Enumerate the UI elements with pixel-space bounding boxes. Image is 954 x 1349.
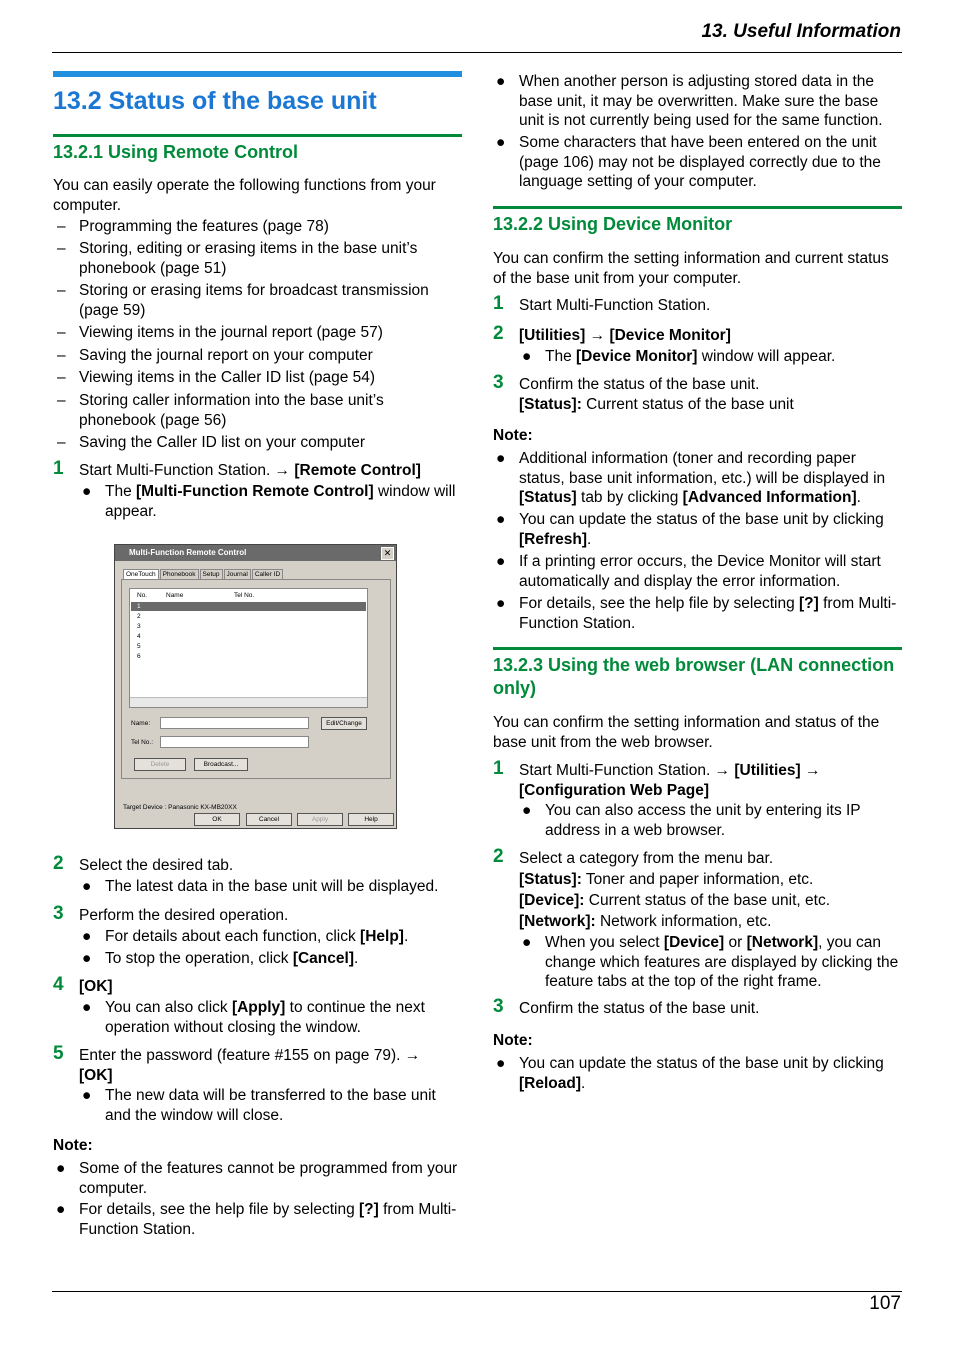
list-item: – Storing caller information into the base unit’s phonebook (page 56) [53, 391, 462, 430]
bullet-bold: [Apply] [231, 999, 286, 1016]
top-bullet: ● Some characters that have been entered on the unit (page 106) may not be displayed correctly due to the language setting of your computer. [496, 134, 881, 191]
help-button[interactable]: Help [348, 813, 394, 826]
step-2-bullet: ● The [Device Monitor] window will appear. [522, 348, 836, 365]
step-bold: [Utilities] [519, 327, 586, 344]
name-field[interactable] [160, 717, 309, 729]
step-number: 3 [53, 903, 64, 924]
step-3 [493, 996, 902, 1019]
remote-control-dialog [114, 544, 397, 829]
step-text: Enter the password (feature #155 on page 79). → [79, 1047, 421, 1064]
step-text: Perform the desired operation. [79, 907, 289, 924]
list-item: – Saving the journal report on your computer [53, 346, 462, 366]
list-item: – Viewing items in the Caller ID list (page 54) [53, 368, 462, 388]
cancel-button[interactable]: Cancel [246, 813, 292, 826]
note-bullet: ● For details, see the help file by selecting [?] from Multi-Function Station. [496, 595, 897, 632]
step-text: Start Multi-Function Station. → [79, 462, 295, 479]
step-number: 3 [493, 996, 504, 1017]
step-5 [53, 1043, 462, 1085]
bullet-bold: [Device] [663, 934, 725, 951]
step-number: 1 [493, 293, 504, 314]
running-header: 13. Useful Information [701, 21, 901, 42]
step-text: Select the desired tab. [79, 857, 234, 874]
note-label: Note: [53, 1137, 93, 1154]
step-3 [493, 372, 902, 414]
selected-row[interactable] [131, 602, 366, 611]
intro-text: You can confirm the setting information and current status of the base unit from your computer. [493, 250, 889, 287]
bullet-text: window will appear. [697, 348, 836, 365]
tab-phonebook[interactable]: Phonebook [160, 569, 199, 580]
step-1 [493, 758, 902, 800]
step-number: 2 [493, 846, 504, 867]
step-bold: [Remote Control] [294, 462, 421, 479]
step-2-bullet: ● When you select [Device] or [Network], you can change which features are displayed by clicking the feature tabs at the top of the right frame. [522, 934, 899, 991]
intro-text: You can easily operate the following functions from your computer. [53, 177, 436, 214]
bullet-text: The latest data in the base unit will be displayed. [105, 878, 439, 895]
step-number: 5 [53, 1043, 64, 1064]
category-bold: [Status]: [519, 871, 582, 888]
subsection-bar [493, 206, 902, 209]
footer-rule [52, 1291, 902, 1292]
category-text: Current status of the base unit, etc. [584, 892, 831, 909]
step-bold: [Configuration Web Page] [519, 781, 710, 799]
name-label: Name: [131, 720, 151, 727]
category-bold: [Network]: [519, 913, 596, 930]
column-header-no: No. [137, 592, 148, 599]
table-row[interactable]: 3 [137, 623, 141, 630]
bullet-text: For details, see the help file by selecting [519, 595, 800, 612]
step-number: 1 [493, 758, 504, 779]
top-bullet: ● When another person is adjusting stored data in the base unit, it may be overwritten. Make sure the base unit is not currently being used for the same function. [496, 73, 883, 130]
tel-field[interactable] [160, 736, 309, 748]
step-bold: [Utilities] [734, 762, 801, 779]
step-text: Confirm the status of the base unit. [519, 376, 760, 393]
bullet-bold: [Reload] [519, 1074, 581, 1092]
step-arrow: → [585, 327, 610, 344]
subsection-bar [53, 134, 462, 137]
note-bullet: ● You can update the status of the base unit by clicking [Refresh]. [496, 511, 884, 548]
step-2 [493, 846, 902, 869]
intro-text: You can confirm the setting information and status of the base unit from the web browser. [493, 714, 880, 751]
bullet-bold: [Help] [360, 928, 404, 945]
step-bold: [OK] [79, 978, 113, 995]
bullet-text: . [353, 950, 359, 967]
category-status [519, 870, 902, 890]
step-2-bullet: ● The latest data in the base unit will be displayed. [82, 878, 439, 895]
step-text: Select a category from the menu bar. [519, 850, 774, 867]
page-number: 107 [869, 1293, 901, 1314]
close-icon[interactable]: ✕ [381, 547, 394, 560]
bullet-text: You can update the status of the base unit by clicking [519, 1055, 884, 1072]
category-device [519, 891, 902, 911]
step-2 [53, 853, 462, 876]
category-network [519, 912, 902, 932]
step-3-bullet: ● To stop the operation, click [Cancel]. [82, 950, 359, 967]
bullet-text: If a printing error occurs, the Device Monitor will start automatically and display the error information. [519, 553, 881, 590]
edit-change-button[interactable]: Edit/Change [321, 717, 367, 730]
step-bold: [OK] [79, 1066, 113, 1084]
step-5-bullet: ● The new data will be transferred to the base unit and the window will close. [82, 1087, 436, 1124]
bullet-text: The new data will be transferred to the base unit and the window will close. [105, 1087, 436, 1124]
bullet-text: When another person is adjusting stored data in the base unit, it may be overwritten. Make sure the base unit is not currently being used for the same function. [519, 73, 883, 130]
bullet-bold: [Cancel] [292, 950, 354, 967]
step-arrow: → [800, 762, 821, 779]
ok-button[interactable]: OK [194, 813, 240, 826]
bullet-text: For details about each function, click [105, 928, 361, 945]
bullet-text: Additional information (toner and recording paper status, base unit information, etc.) will be displayed in [519, 450, 886, 487]
step-number: 1 [53, 458, 64, 479]
step-number: 4 [53, 974, 64, 995]
broadcast-button[interactable]: Broadcast... [194, 758, 248, 771]
step-number: 2 [53, 853, 64, 874]
tab-panel [121, 579, 391, 779]
note-label: Note: [493, 427, 533, 444]
category-bold: [Device]: [519, 892, 585, 909]
note-bullet: ● Some of the features cannot be programmed from your computer. [56, 1160, 458, 1197]
step-number: 3 [493, 372, 504, 393]
bullet-text: The [105, 483, 137, 500]
bullet-bold: [Advanced Information] [682, 489, 857, 507]
subsection-title-device-monitor: 13.2.2 Using Device Monitor [493, 214, 733, 234]
step-3-bullet: ● For details about each function, click [Help]. [82, 928, 409, 945]
bullet-bold: [Network] [746, 934, 819, 951]
bullet-text: . [856, 489, 861, 507]
list-item: – Viewing items in the journal report (page 57) [53, 323, 462, 343]
step-text: Confirm the status of the base unit. [519, 1000, 760, 1017]
bullet-text: . [403, 928, 409, 945]
bullet-text: For details, see the help file by selecting [79, 1201, 360, 1218]
note-bullet: ● You can update the status of the base unit by clicking [Reload]. [496, 1055, 884, 1092]
dialog-title: Multi-Function Remote Control [115, 545, 396, 561]
step-text: Current status of the base unit [581, 395, 794, 413]
tel-label: Tel No.: [131, 739, 154, 746]
bullet-bold: [Status] [519, 489, 577, 507]
list-header [130, 591, 367, 600]
bullet-bold: [?] [359, 1201, 379, 1218]
delete-button[interactable]: Delete [134, 758, 186, 771]
step-text: Start Multi-Function Station. [519, 297, 711, 314]
step-1-bullet: ● The [Multi-Function Remote Control] window will appear. [82, 483, 456, 520]
step-4 [53, 974, 462, 997]
table-row[interactable]: 2 [137, 613, 141, 620]
list-item: – Saving the Caller ID list on your computer [53, 433, 462, 453]
bullet-text: Some of the features cannot be programmed from your computer. [79, 1160, 458, 1197]
subsection-title-remote: 13.2.1 Using Remote Control [53, 142, 299, 162]
tab-setup[interactable]: Setup [200, 569, 223, 580]
column-header-name: Name [166, 592, 184, 599]
section-title: 13.2 Status of the base unit [53, 87, 377, 115]
step-4-bullet: ● You can also click [Apply] to continue the next operation without closing the window. [82, 999, 425, 1036]
table-row[interactable]: 6 [137, 653, 141, 660]
column-header-tel: Tel No. [234, 592, 255, 599]
bullet-text: to continue the next operation without closing the window. [105, 999, 425, 1036]
category-text: Network information, etc. [595, 913, 772, 930]
header-rule [52, 52, 902, 53]
category-text: Toner and paper information, etc. [581, 871, 814, 888]
table-row[interactable]: 4 [137, 633, 141, 640]
list-item: – Storing, editing or erasing items in the base unit’s phonebook (page 51) [53, 239, 462, 278]
step-bold: [Device Monitor] [609, 327, 731, 344]
tab-onetouch[interactable]: OneTouch [123, 569, 159, 580]
step-bold: [Status]: [519, 395, 582, 413]
step-1 [53, 458, 462, 481]
bullet-text: To stop the operation, click [105, 950, 293, 967]
subsection-title-web-browser: 13.2.3 Using the web browser (LAN connection only) [493, 655, 895, 698]
note-bullet: ● Additional information (toner and recording paper status, base unit information, etc.) will be displayed in [Status] tab by clicking [Advanced Information]. [496, 450, 886, 507]
help-icon: [?] [799, 595, 819, 612]
step-1 [493, 293, 902, 316]
bullet-bold: [Device Monitor] [576, 348, 698, 365]
bullet-text: or [724, 934, 747, 951]
onetouch-list[interactable] [129, 588, 368, 708]
list-item: – Storing or erasing items for broadcast transmission (page 59) [53, 281, 462, 320]
bullet-text: from Multi-Function Station. [79, 1201, 457, 1238]
bullet-text: You can update the status of the base unit by clicking [519, 511, 884, 528]
step-3 [53, 903, 462, 926]
step-1-bullet: ● You can also access the unit by entering its IP address in a web browser. [522, 802, 861, 839]
bullet-text: tab by clicking [576, 489, 683, 507]
apply-button[interactable]: Apply [297, 813, 343, 826]
table-row[interactable]: 1 [137, 603, 141, 610]
bullet-text: The [545, 348, 577, 365]
bullet-text: from Multi-Function Station. [519, 595, 897, 632]
bullet-text: . [581, 1074, 586, 1092]
bullet-text: You can also access the unit by entering its IP address in a web browser. [545, 802, 861, 839]
tab-caller-id[interactable]: Caller ID [252, 569, 283, 580]
step-text: Start Multi-Function Station. → [519, 762, 735, 779]
bullet-text: When you select [545, 934, 664, 951]
bullet-bold: [Multi-Function Remote Control] [136, 483, 374, 500]
bullet-text: You can also click [105, 999, 232, 1016]
tab-journal[interactable]: Journal [224, 569, 251, 580]
table-row[interactable]: 5 [137, 643, 141, 650]
note-bullet: ● For details, see the help file by selecting [?] from Multi-Function Station. [56, 1201, 457, 1238]
bullet-text: Some characters that have been entered on the unit (page 106) may not be displayed correctly due to the language setting of your computer. [519, 134, 881, 191]
step-number: 2 [493, 323, 504, 344]
note-bullet: ● If a printing error occurs, the Device Monitor will start automatically and display the error information. [496, 553, 881, 590]
section-title-bar [53, 71, 462, 77]
subsection-bar [493, 647, 902, 650]
target-device: Target Device : Panasonic KX-MB20XX [123, 804, 237, 811]
bullet-text: . [587, 530, 592, 548]
horizontal-scrollbar[interactable] [130, 697, 367, 707]
bullet-bold: [Refresh] [519, 530, 588, 548]
step-2 [493, 323, 902, 346]
bullet-text: , you can change which features are displayed by clicking the feature tabs at the top of the right frame. [545, 934, 899, 991]
bullet-text: window will appear. [105, 483, 456, 520]
note-label: Note: [493, 1032, 533, 1049]
list-item: – Programming the features (page 78) [53, 217, 462, 237]
